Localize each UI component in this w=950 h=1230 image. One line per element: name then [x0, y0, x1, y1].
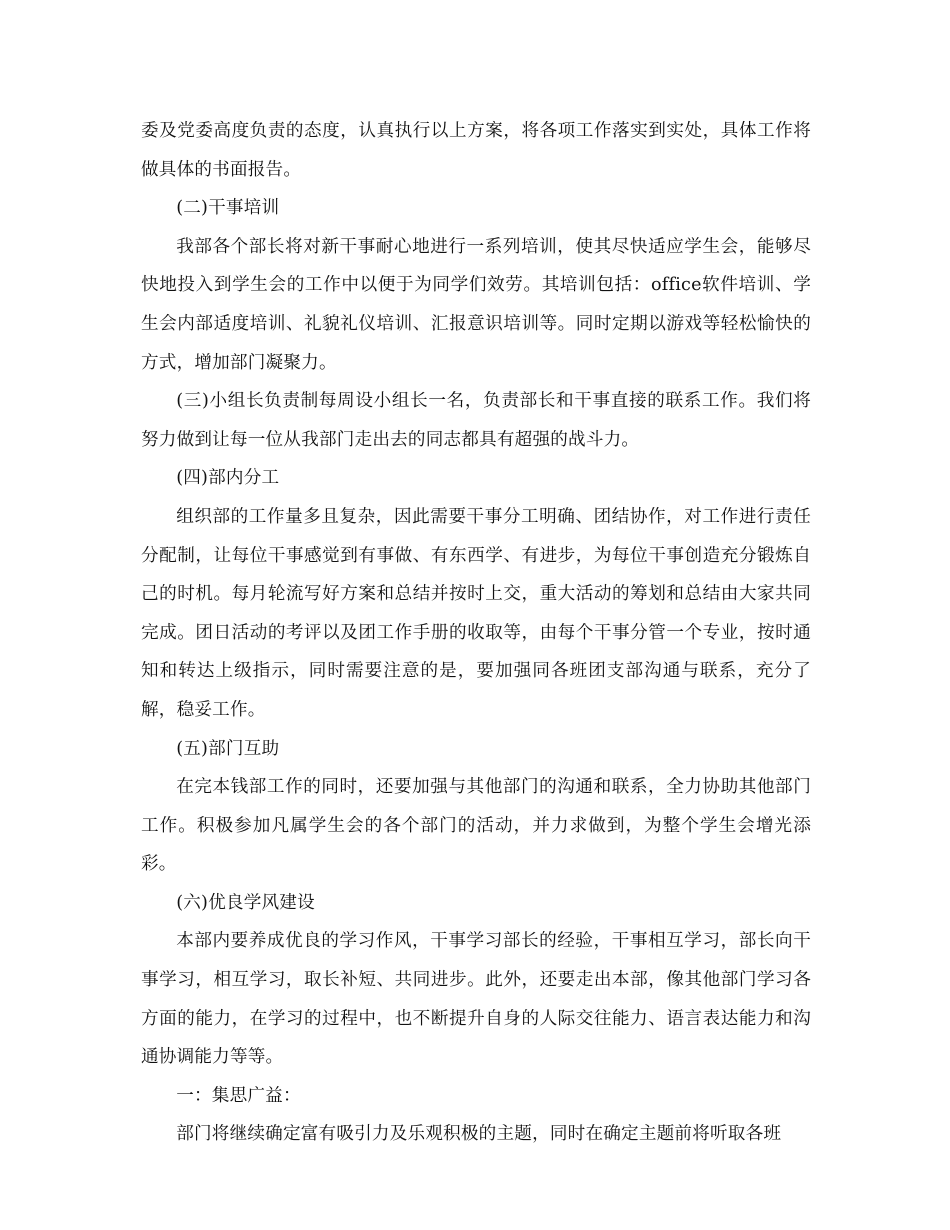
paragraph-division: 组织部的工作量多且复杂，因此需要干事分工明确、团结协作，对工作进行责任分配制，让每位干事感觉到有事做、有东西学、有进步，为每位干事创造充分锻炼自己的时机。每月轮流写好方案和总结并按时上交，重大活动的筹划和总结由大家共同完成。团日活动的考评以及团工作手册的收取等，由每个干事分管一个专业，按时通知和转达上级指示，同时需要注意的是，要加强同各班团支部沟通与联系，充分了解，稳妥工作。: [141, 506, 811, 720]
section-heading-training: (二)干事培训: [176, 198, 280, 219]
paragraph-mutual-help: 在完本钱部工作的同时，还要加强与其他部门的沟通和联系，全力协助其他部门工作。积极参加凡属学生会的各个部门的活动，并力求做到，为整个学生会增光添彩。: [141, 777, 811, 875]
paragraph-group-leader: (三)小组长负责制每周设小组长一名，负责部长和干事直接的联系工作。我们将努力做到让每一位从我部门走出去的同志都具有超强的战斗力。: [141, 391, 811, 450]
section-heading-division: (四)部内分工: [176, 468, 280, 489]
paragraph-training: 我部各个部长将对新干事耐心地进行一系列培训，使其尽快适应学生会，能够尽快地投入到学生会的工作中以便于为同学们效劳。其培训包括：office软件培训、学生会内部适度培训、礼貌礼仪培训、汇报意识培训等。同时定期以游戏等轻松愉快的方式，增加部门凝聚力。: [141, 236, 811, 373]
paragraph-brainstorm: 部门将继续确定富有吸引力及乐观积极的主题，同时在确定主题前将听取各班: [176, 1124, 782, 1145]
paragraph-study-style: 本部内要养成优良的学习作风，干事学习部长的经验，干事相互学习，部长向干事学习，相互学习，取长补短、共同进步。此外，还要走出本部，像其他部门学习各方面的能力，在学习的过程中，也不断提升自身的人际交往能力、语言表达能力和沟通协调能力等等。: [141, 931, 811, 1068]
section-heading-mutual-help: (五)部门互助: [176, 738, 280, 759]
paragraph-continuation: 委及党委高度负责的态度，认真执行以上方案，将各项工作落实到实处，具体工作将做具体的书面报告。: [141, 121, 811, 180]
section-heading-study-style: (六)优良学风建设: [176, 892, 315, 913]
section-heading-brainstorm: 一：集思广益：: [176, 1085, 301, 1106]
document-body: [141, 112, 811, 1154]
